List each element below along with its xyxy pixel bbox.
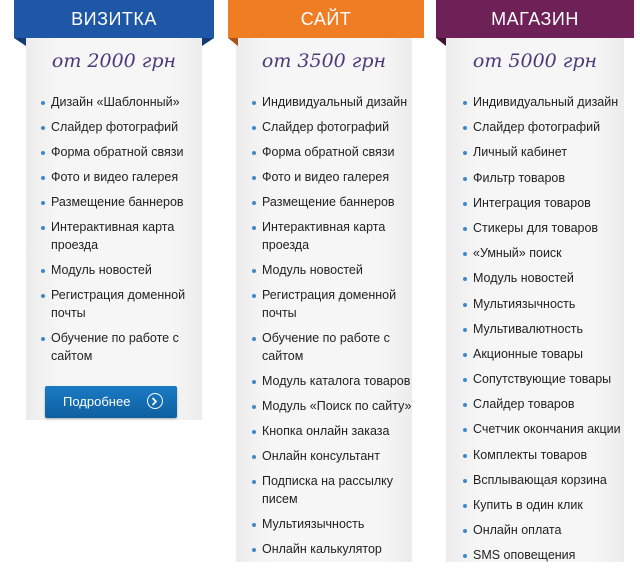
feature-item — [38, 329, 198, 365]
bullet-icon — [252, 480, 256, 484]
feature-label: Купить в один клик — [473, 498, 583, 512]
feature-item — [460, 219, 640, 237]
feature-item — [249, 118, 419, 136]
bullet-icon — [252, 430, 256, 434]
bullet-icon — [41, 101, 45, 105]
feature-item — [249, 540, 419, 558]
feature-item — [249, 422, 419, 440]
feature-item — [38, 193, 198, 211]
feature-label: Счетчик окончания акции — [473, 422, 621, 437]
feature-label: Размещение баннеров — [51, 195, 184, 209]
feature-list — [460, 93, 640, 572]
feature-item — [460, 118, 640, 136]
feature-label: Мультиязычность — [262, 517, 365, 531]
feature-item — [249, 168, 419, 186]
feature-label: Всплывающая корзина — [473, 472, 607, 487]
bullet-icon — [252, 151, 256, 155]
feature-label: Личный кабинет — [473, 145, 568, 160]
bullet-icon — [252, 337, 256, 341]
feature-item — [460, 194, 640, 212]
details-button-label: Подробнее — [63, 394, 131, 409]
feature-label: «Умный» поиск — [473, 246, 562, 261]
feature-label: Комплекты товаров — [473, 447, 588, 462]
feature-item — [249, 218, 419, 254]
feature-label: Модуль новостей — [262, 263, 363, 277]
feature-label: Онлайн калькулятор — [262, 542, 382, 556]
bullet-icon — [252, 523, 256, 527]
bullet-icon — [463, 126, 467, 130]
bullet-icon — [463, 504, 467, 508]
feature-item — [460, 345, 640, 363]
feature-label: Модуль новостей — [473, 271, 574, 286]
bullet-icon — [463, 277, 467, 281]
bullet-icon — [463, 403, 467, 407]
bullet-icon — [41, 269, 45, 273]
feature-label: Фильтр товаров — [473, 170, 565, 185]
feature-item — [38, 143, 198, 161]
bullet-icon — [252, 101, 256, 105]
feature-label: Онлайн оплата — [473, 523, 562, 538]
bullet-icon — [252, 226, 256, 230]
feature-item — [460, 269, 640, 287]
chevron-right-circle-icon — [147, 393, 163, 409]
bullet-icon — [463, 378, 467, 382]
feature-label: Регистрация доменной почты — [51, 288, 186, 320]
feature-label: Интеграция товаров — [473, 195, 591, 210]
bullet-icon — [41, 126, 45, 130]
feature-label: Слайдер товаров — [473, 397, 575, 412]
pricing-column-magazin — [430, 0, 640, 562]
feature-label: Слайдер фотографий — [473, 120, 601, 135]
bullet-icon — [463, 428, 467, 432]
feature-item — [249, 515, 419, 533]
bullet-icon — [252, 126, 256, 130]
ribbon-fold — [202, 38, 214, 46]
feature-item — [460, 521, 640, 539]
bullet-icon — [463, 101, 467, 105]
feature-item — [249, 372, 419, 390]
feature-label: Стикеры для товаров — [473, 220, 599, 235]
feature-label: Регистрация доменной почты — [262, 288, 397, 320]
bullet-icon — [252, 201, 256, 205]
feature-list — [38, 93, 198, 372]
bullet-icon — [463, 529, 467, 533]
feature-label: Интерактивная карта проезда — [262, 220, 386, 252]
feature-label: Мультиязычность — [473, 296, 576, 311]
bullet-icon — [463, 303, 467, 307]
feature-item — [249, 261, 419, 279]
plan-price: от 2000 грн — [51, 50, 177, 72]
feature-item — [38, 261, 198, 279]
feature-item — [249, 143, 419, 161]
plan-title: САЙТ — [228, 0, 424, 38]
bullet-icon — [41, 226, 45, 230]
ribbon-fold — [436, 38, 446, 46]
feature-item — [38, 168, 198, 186]
feature-label: Подписка на рассылку писем — [262, 474, 393, 506]
feature-item — [38, 93, 198, 111]
feature-item — [249, 329, 419, 365]
feature-item — [38, 286, 198, 322]
bullet-icon — [252, 176, 256, 180]
feature-item — [249, 472, 419, 508]
feature-label: SMS оповещения — [473, 548, 576, 563]
feature-label: Онлайн консультант — [262, 449, 380, 463]
bullet-icon — [463, 328, 467, 332]
feature-label: Обучение по работе с сайтом — [262, 331, 390, 363]
feature-item — [249, 93, 419, 111]
feature-label: Сопутствующие товары — [473, 372, 612, 387]
bullet-icon — [463, 227, 467, 231]
feature-item — [460, 169, 640, 187]
pricing-column-sait — [220, 0, 430, 562]
feature-label: Интерактивная карта проезда — [51, 220, 175, 252]
bullet-icon — [463, 151, 467, 155]
feature-item — [460, 244, 640, 262]
feature-label: Кнопка онлайн заказа — [262, 424, 390, 438]
feature-item — [460, 420, 640, 438]
feature-label: Дизайн «Шаблонный» — [51, 95, 180, 109]
bullet-icon — [463, 252, 467, 256]
feature-item — [249, 447, 419, 465]
feature-list — [249, 93, 419, 565]
bullet-icon — [463, 202, 467, 206]
feature-label: Акционные товары — [473, 346, 584, 361]
ribbon-fold — [14, 38, 26, 46]
bullet-icon — [463, 479, 467, 483]
feature-item — [38, 118, 198, 136]
bullet-icon — [41, 151, 45, 155]
plan-title: ВИЗИТКА — [14, 0, 214, 38]
feature-label: Слайдер фотографий — [51, 120, 179, 134]
bullet-icon — [41, 337, 45, 341]
pricing-column-vizitka — [0, 0, 220, 562]
feature-label: Модуль «Поиск по сайту» — [262, 399, 412, 413]
feature-label: Индивидуальный дизайн — [473, 95, 619, 109]
feature-item — [460, 446, 640, 464]
bullet-icon — [463, 554, 467, 558]
feature-item — [460, 395, 640, 413]
feature-label: Форма обратной связи — [262, 145, 395, 159]
plan-title: МАГАЗИН — [436, 0, 634, 38]
feature-label: Размещение баннеров — [262, 195, 395, 209]
feature-item — [460, 295, 640, 313]
bullet-icon — [41, 294, 45, 298]
feature-label: Обучение по работе с сайтом — [51, 331, 179, 363]
feature-label: Модуль каталога товаров — [262, 374, 411, 388]
bullet-icon — [463, 454, 467, 458]
bullet-icon — [252, 455, 256, 459]
bullet-icon — [463, 353, 467, 357]
feature-label: Мультивалютность — [473, 321, 583, 336]
feature-label: Фото и видео галерея — [51, 170, 179, 184]
bullet-icon — [252, 380, 256, 384]
feature-item — [460, 320, 640, 338]
plan-price: от 5000 грн — [472, 50, 598, 72]
bullet-icon — [252, 294, 256, 298]
feature-label: Фото и видео галерея — [262, 170, 390, 184]
bullet-icon — [463, 177, 467, 181]
feature-item — [460, 471, 640, 489]
feature-label: Слайдер фотографий — [262, 120, 390, 134]
feature-item — [460, 93, 640, 111]
feature-item — [460, 370, 640, 388]
feature-item — [38, 218, 198, 254]
ribbon-fold — [228, 38, 238, 46]
bullet-icon — [252, 405, 256, 409]
feature-item — [249, 193, 419, 211]
feature-label: Индивидуальный дизайн — [262, 95, 408, 109]
feature-item — [249, 286, 419, 322]
feature-item — [460, 496, 640, 514]
feature-item — [249, 397, 419, 415]
bullet-icon — [252, 269, 256, 273]
bullet-icon — [41, 176, 45, 180]
feature-label: Модуль новостей — [51, 263, 152, 277]
bullet-icon — [252, 548, 256, 552]
plan-price: от 3500 грн — [261, 50, 387, 72]
feature-label: Форма обратной связи — [51, 145, 184, 159]
feature-item — [460, 143, 640, 161]
details-button[interactable] — [45, 386, 177, 418]
bullet-icon — [41, 201, 45, 205]
